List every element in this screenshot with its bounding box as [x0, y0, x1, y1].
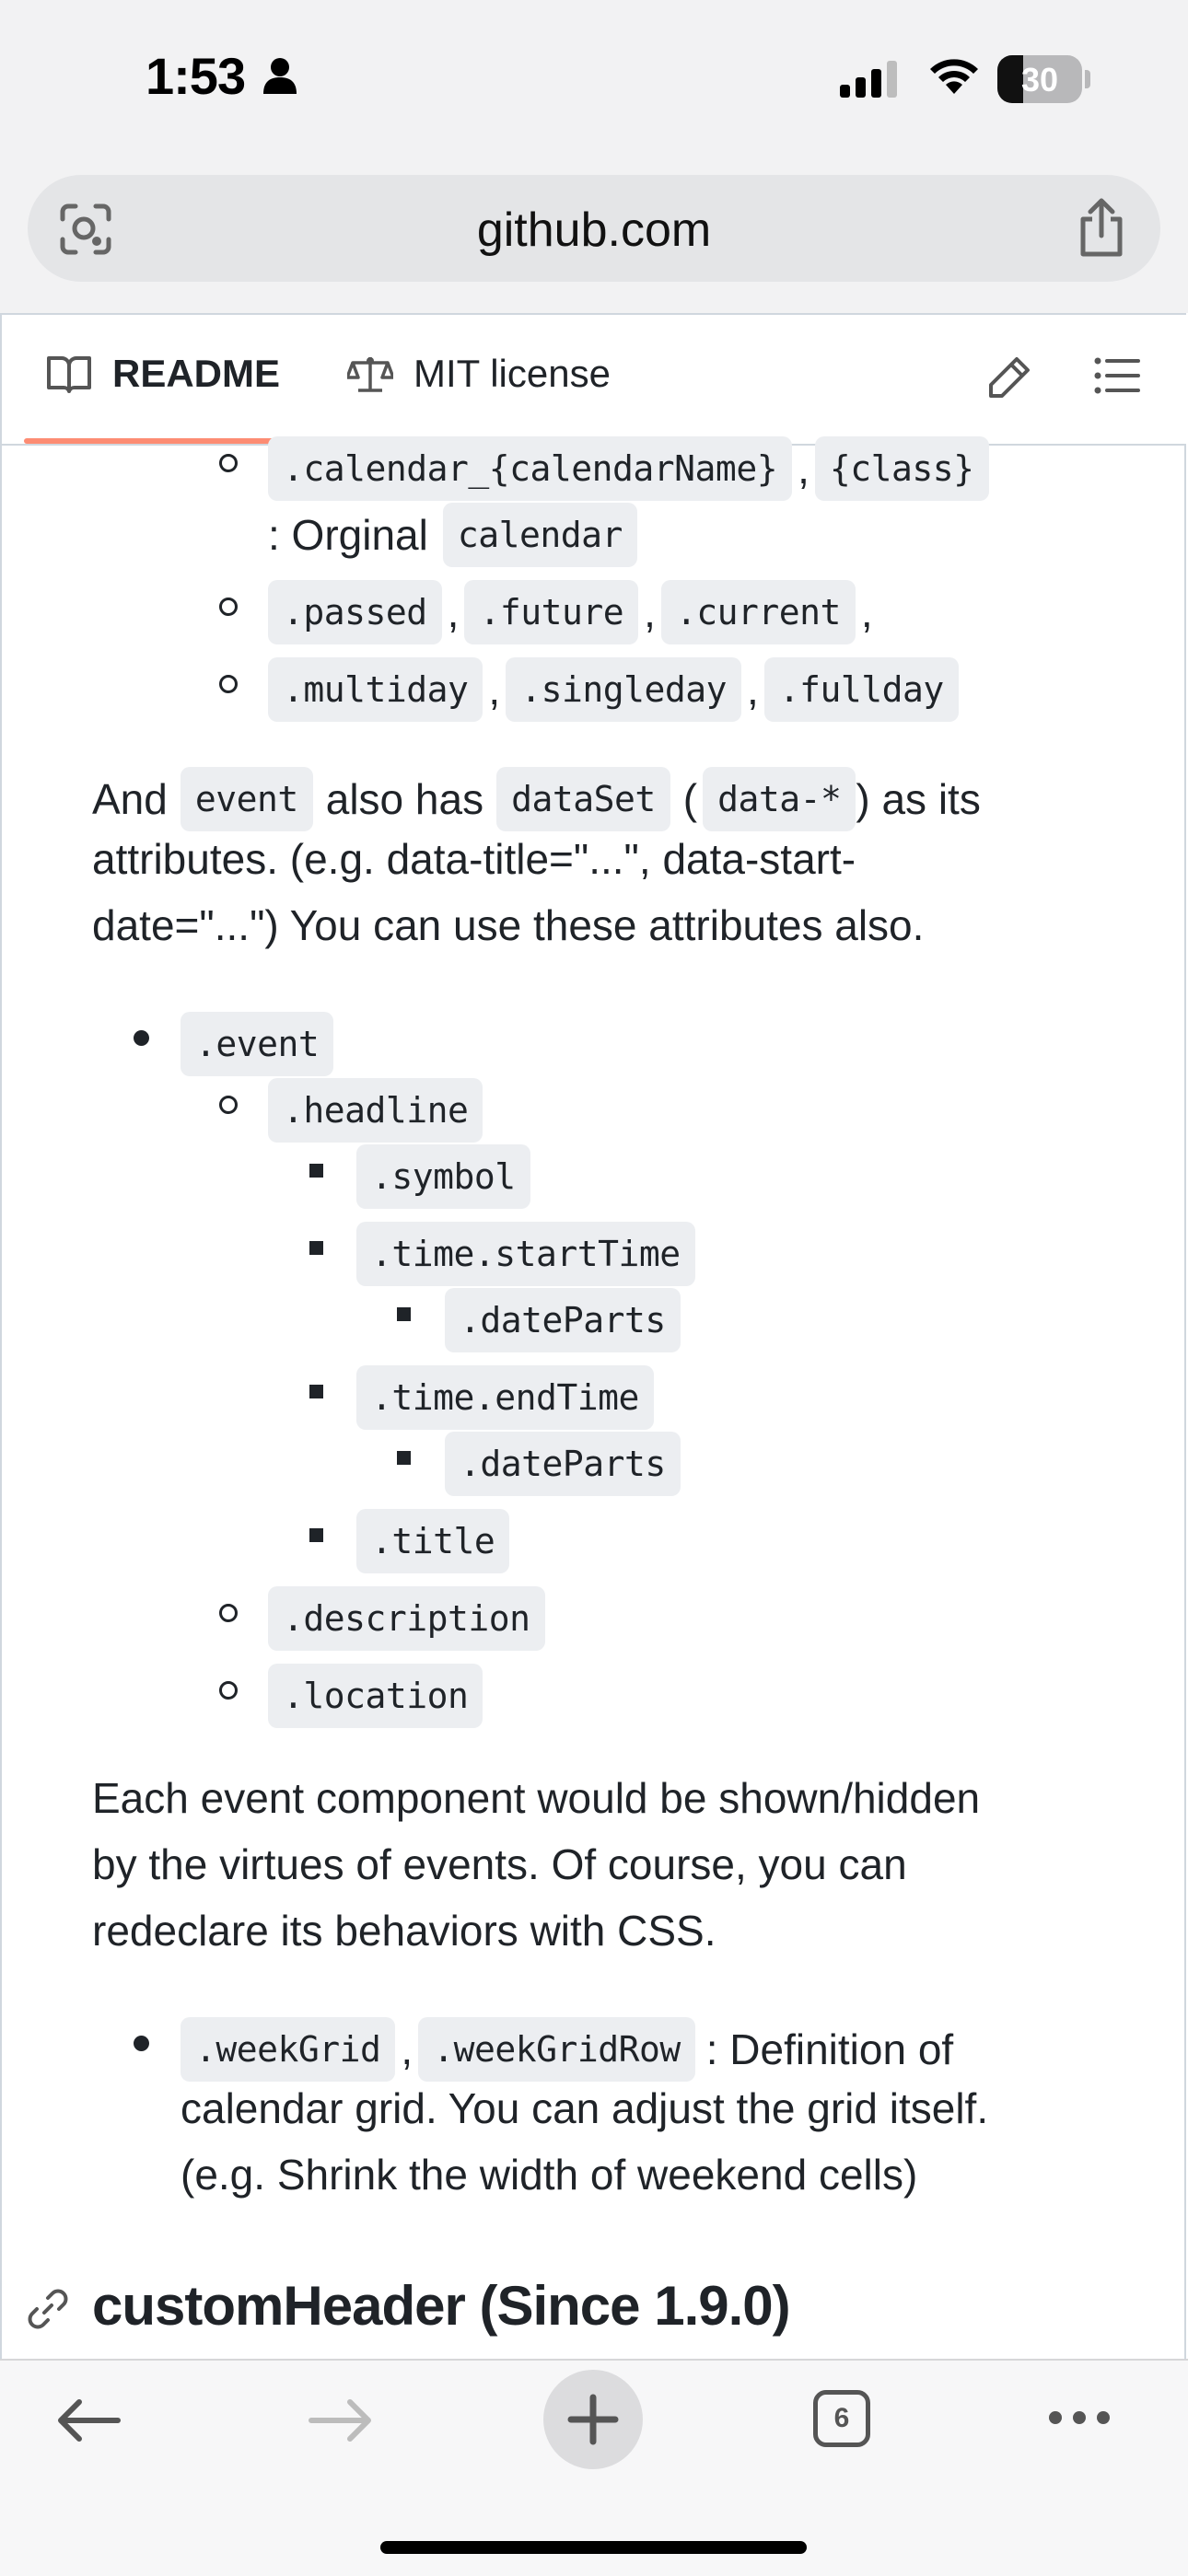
tab-license-label: MIT license: [413, 352, 611, 395]
list-item: .passed , .future , .current ,: [268, 580, 879, 644]
inline-code: event: [181, 767, 313, 831]
plus-icon: [567, 2394, 619, 2445]
tab-license[interactable]: [347, 352, 611, 396]
battery-indicator: [997, 55, 1082, 103]
list-bullet: [397, 1307, 411, 1321]
list-item: [356, 1365, 654, 1430]
list-bullet: [309, 1528, 323, 1542]
status-bar: [0, 0, 1188, 161]
inline-code: .headline: [268, 1078, 483, 1143]
text: (: [682, 775, 698, 823]
list-item: [268, 1664, 483, 1728]
book-icon: [46, 354, 92, 393]
paragraph-line: attributes. (e.g. data-title="...", data-start-: [92, 835, 856, 883]
share-icon[interactable]: [1076, 197, 1127, 258]
paragraph-line: date="...") You can use these attributes also.: [92, 901, 925, 949]
list-bullet: [219, 1681, 238, 1700]
url-text[interactable]: github.com: [476, 203, 712, 257]
battery-tip: [1085, 70, 1090, 88]
inline-code: .time.endTime: [356, 1365, 654, 1430]
list-bullet: [397, 1451, 411, 1465]
list-bullet: [309, 1385, 323, 1398]
inline-code: dataSet: [496, 767, 670, 831]
text: ) as its: [856, 775, 981, 823]
list-item: [356, 1144, 530, 1209]
wifi-icon: [926, 53, 982, 96]
inline-code: .future: [464, 580, 638, 644]
inline-code: .fullday: [764, 657, 959, 722]
list-item: [356, 1222, 695, 1286]
tab-switcher-button[interactable]: 6: [813, 2390, 870, 2447]
status-time: 1:53: [146, 47, 246, 105]
tab-readme[interactable]: [46, 352, 280, 396]
list-item: [268, 1078, 483, 1143]
list-item: [181, 1012, 333, 1076]
person-icon: [263, 57, 297, 94]
list-item-continuation: (e.g. Shrink the width of weekend cells): [181, 2151, 918, 2199]
list-bullet: [219, 598, 238, 616]
more-menu-icon[interactable]: [1046, 2408, 1112, 2427]
list-bullet: [134, 2036, 149, 2051]
pencil-icon[interactable]: [987, 355, 1031, 400]
list-text: : Orginal: [268, 511, 428, 559]
list-bullet: [134, 1030, 149, 1046]
paragraph-line: Each event component would be shown/hidden: [92, 1774, 981, 1822]
list-item: .weekGrid , .weekGridRow : Definition of: [181, 2017, 953, 2082]
back-arrow-icon[interactable]: [55, 2397, 122, 2443]
inline-code: .singleday: [506, 657, 741, 722]
text: And: [92, 775, 168, 823]
section-heading: customHeader (Since 1.9.0): [92, 2275, 790, 2337]
paragraph-line: [92, 767, 981, 831]
inline-code: .passed: [268, 580, 442, 644]
text: also has: [325, 775, 484, 823]
list-item: .multiday , .singleday , .fullday: [268, 657, 959, 722]
list-item-continuation: [268, 503, 637, 567]
list-item: [445, 1432, 681, 1496]
tab-readme-label: README: [112, 352, 281, 395]
inline-code: .symbol: [356, 1144, 530, 1209]
list-bullet: [219, 1604, 238, 1622]
list-item: .calendar_{calendarName} , {class}: [268, 436, 989, 501]
scale-icon: [347, 354, 393, 394]
paragraph-line: by the virtues of events. Of course, you can: [92, 1840, 907, 1888]
list-item: [356, 1509, 509, 1573]
list-bullet: [219, 454, 238, 472]
inline-code: .title: [356, 1509, 509, 1573]
inline-code: .location: [268, 1664, 483, 1728]
inline-code: calendar: [443, 503, 637, 567]
inline-code: data-*: [703, 767, 856, 831]
cellular-signal-icon: [840, 59, 899, 98]
inline-code: .multiday: [268, 657, 483, 722]
readme-tab-bar: [2, 315, 1186, 446]
inline-code: .calendar_{calendarName}: [268, 436, 792, 501]
inline-code: .dateParts: [445, 1288, 681, 1352]
home-indicator[interactable]: [380, 2541, 807, 2554]
inline-code: .weekGridRow: [418, 2017, 695, 2082]
inline-code: .time.startTime: [356, 1222, 695, 1286]
list-text: : Definition of: [705, 2025, 954, 2073]
active-tab-underline: [24, 438, 306, 444]
outline-list-icon[interactable]: [1094, 355, 1140, 396]
inline-code: .dateParts: [445, 1432, 681, 1496]
list-bullet: [219, 1096, 238, 1114]
inline-code: {class}: [815, 436, 989, 501]
paragraph-line: redeclare its behaviors with CSS.: [92, 1907, 716, 1955]
list-bullet: [309, 1164, 323, 1178]
inline-code: .description: [268, 1586, 545, 1651]
list-item: [268, 1586, 545, 1651]
link-icon[interactable]: [28, 2289, 68, 2329]
list-bullet: [309, 1241, 323, 1255]
address-bar[interactable]: [28, 175, 1160, 282]
battery-level: 30: [1020, 61, 1059, 99]
inline-code: .event: [181, 1012, 333, 1076]
list-bullet: [219, 675, 238, 693]
forward-arrow-icon[interactable]: [308, 2397, 374, 2443]
list-item: [445, 1288, 681, 1352]
inline-code: .weekGrid: [181, 2017, 395, 2082]
new-tab-button[interactable]: [543, 2370, 643, 2469]
list-item-continuation: calendar grid. You can adjust the grid itself.: [181, 2084, 989, 2132]
inline-code: .current: [661, 580, 856, 644]
